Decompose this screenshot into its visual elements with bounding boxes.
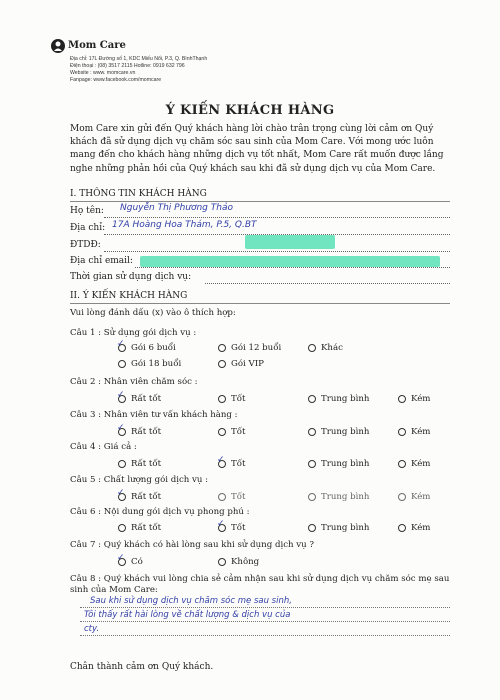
section1-title: I. THÔNG TIN KHÁCH HÀNG xyxy=(70,189,207,199)
answer-line-2 xyxy=(80,621,450,622)
email-line xyxy=(135,267,450,268)
form-title: Ý KIẾN KHÁCH HÀNG xyxy=(165,103,335,118)
q1-label: Câu 1 : Sử dụng gói dịch vụ : xyxy=(70,328,197,338)
instruction-text: Vui lòng đánh dấu (x) vào ô thích hợp: xyxy=(70,308,236,318)
section2-divider xyxy=(70,303,450,304)
radio-icon xyxy=(398,524,406,532)
redaction-email xyxy=(140,256,440,267)
q7-label: Câu 7 : Quý khách có hài lòng sau khi sử dụng dịch vụ ? xyxy=(70,540,315,550)
q5-opt-very-good[interactable]: ✓ Rất tốt xyxy=(118,492,161,502)
q2-label: Câu 2 : Nhân viên chăm sóc : xyxy=(70,377,198,387)
q5-opt-good[interactable]: Tốt xyxy=(218,492,245,502)
service-time-line xyxy=(205,283,450,284)
q3-label: Câu 3 : Nhân viên tư vấn khách hàng : xyxy=(70,410,238,420)
q6-opt-poor[interactable]: Kém xyxy=(398,523,430,533)
radio-icon xyxy=(398,460,406,468)
answer-text-1[interactable]: Sau khi sử dụng dịch vụ chăm sóc mẹ sau sinh, xyxy=(90,596,292,606)
header-website: Website : www. momcare.vn xyxy=(70,70,136,76)
q2-opt-average[interactable]: Trung bình xyxy=(308,394,369,404)
q4-opt-poor[interactable]: Kém xyxy=(398,459,430,469)
q2-opt-very-good[interactable]: ✓ Rất tốt xyxy=(118,394,161,404)
answer-text-2[interactable]: Tôi thấy rất hài lòng về chất lượng & dịch vụ của xyxy=(84,610,291,620)
header-fanpage: Fanpage: www.facebook.com/momcare xyxy=(70,77,162,83)
radio-icon xyxy=(308,428,316,436)
q5-label: Câu 5 : Chất lượng gói dịch vụ : xyxy=(70,475,209,485)
check-icon xyxy=(118,344,126,352)
radio-icon xyxy=(218,558,226,566)
q7-opt-no[interactable]: Không xyxy=(218,557,259,567)
q3-opt-very-good[interactable]: ✓ Rất tốt xyxy=(118,427,161,437)
q1-opt-12[interactable]: Gói 12 buổi xyxy=(218,343,281,353)
section2-title: II. Ý KIẾN KHÁCH HÀNG xyxy=(70,291,188,301)
brand-name: Mom Care xyxy=(68,40,126,51)
q5-opt-average[interactable]: Trung bình xyxy=(308,492,369,502)
radio-icon xyxy=(308,493,316,501)
section1-divider xyxy=(70,201,450,202)
q8-label: Câu 8 : Quý khách vui lòng chia sẻ cảm nhận sau khi sử dụng dịch vụ chăm sóc mẹ sau sinh của Mom Care: xyxy=(70,574,450,595)
q4-opt-good[interactable]: ✓ Tốt xyxy=(218,459,245,469)
answer-line-1 xyxy=(80,607,450,608)
radio-icon xyxy=(218,344,226,352)
q3-opt-good[interactable]: Tốt xyxy=(218,427,245,437)
q6-opt-good[interactable]: ✓ Tốt xyxy=(218,523,245,533)
radio-icon xyxy=(218,493,226,501)
momcare-logo-icon xyxy=(50,38,66,54)
q6-opt-very-good[interactable]: Rất tốt xyxy=(118,523,161,533)
header-address: Địa chỉ: 17L Đường số 1, KDC Miếu Nổi, P.3, Q. BìnhThạnh xyxy=(70,56,208,62)
redaction-phone xyxy=(245,235,335,249)
email-label: Địa chỉ email: xyxy=(70,256,133,266)
radio-icon xyxy=(308,395,316,403)
phone-line xyxy=(104,251,450,252)
q2-opt-poor[interactable]: Kém xyxy=(398,394,430,404)
radio-icon xyxy=(218,428,226,436)
radio-icon xyxy=(398,428,406,436)
radio-icon xyxy=(218,395,226,403)
check-icon xyxy=(118,493,126,501)
check-icon xyxy=(118,395,126,403)
radio-icon xyxy=(398,395,406,403)
address-label: Địa chỉ: xyxy=(70,223,106,233)
service-time-label: Thời gian sử dụng dịch vụ: xyxy=(70,272,192,282)
q1-opt-18[interactable]: Gói 18 buổi xyxy=(118,359,181,369)
thanks-text: Chân thành cảm ơn Quý khách. xyxy=(70,662,214,672)
check-icon xyxy=(118,558,126,566)
radio-icon xyxy=(398,493,406,501)
q6-label: Câu 6 : Nội dung gói dịch vụ phong phú : xyxy=(70,507,250,517)
name-label: Họ tên: xyxy=(70,206,104,216)
q2-opt-good[interactable]: Tốt xyxy=(218,394,245,404)
q3-opt-average[interactable]: Trung bình xyxy=(308,427,369,437)
phone-label: ĐTDĐ: xyxy=(70,240,101,250)
q4-opt-very-good[interactable]: Rất tốt xyxy=(118,459,161,469)
radio-icon xyxy=(118,360,126,368)
q6-opt-average[interactable]: Trung bình xyxy=(308,523,369,533)
answer-line-3 xyxy=(80,635,450,636)
header-phone: Điện thoại : (08) 3517 2115 Hotline: 0919 632 796 xyxy=(70,63,185,69)
q7-opt-yes[interactable]: ✓ Có xyxy=(118,557,143,567)
q1-opt-6[interactable]: ✓ Gói 6 buổi xyxy=(118,343,176,353)
radio-icon xyxy=(218,360,226,368)
check-icon xyxy=(218,460,226,468)
q1-opt-vip[interactable]: Gói VIP xyxy=(218,359,264,369)
q4-label: Câu 4 : Giá cả : xyxy=(70,442,137,452)
name-value[interactable]: Nguyễn Thị Phương Thảo xyxy=(120,203,233,213)
answer-text-3[interactable]: cty. xyxy=(84,624,100,634)
radio-icon xyxy=(308,344,316,352)
q5-opt-poor[interactable]: Kém xyxy=(398,492,430,502)
radio-icon xyxy=(308,460,316,468)
radio-icon xyxy=(308,524,316,532)
check-icon xyxy=(118,428,126,436)
radio-icon xyxy=(118,524,126,532)
q3-opt-poor[interactable]: Kém xyxy=(398,427,430,437)
address-value[interactable]: 17A Hoàng Hoa Thám, P.5, Q.BT xyxy=(112,220,257,230)
radio-icon xyxy=(118,460,126,468)
q1-opt-other[interactable]: Khác xyxy=(308,343,343,353)
name-line xyxy=(104,217,450,218)
intro-paragraph: Mom Care xin gửi đến Quý khách hàng lời chào trân trọng cùng lời cảm ơn Quý khách đã sử dụng dịch vụ chăm sóc sau sinh của Mom Care. Với mong ước luôn mang đến cho khách hàng những dịch vụ tốt nhất, Mom Care rất muốn được lắng nghe những phản hồi của Quý khách sau khi đã sử dụng dịch vụ của Mom Care. xyxy=(70,124,444,174)
q4-opt-average[interactable]: Trung bình xyxy=(308,459,369,469)
check-icon xyxy=(218,524,226,532)
